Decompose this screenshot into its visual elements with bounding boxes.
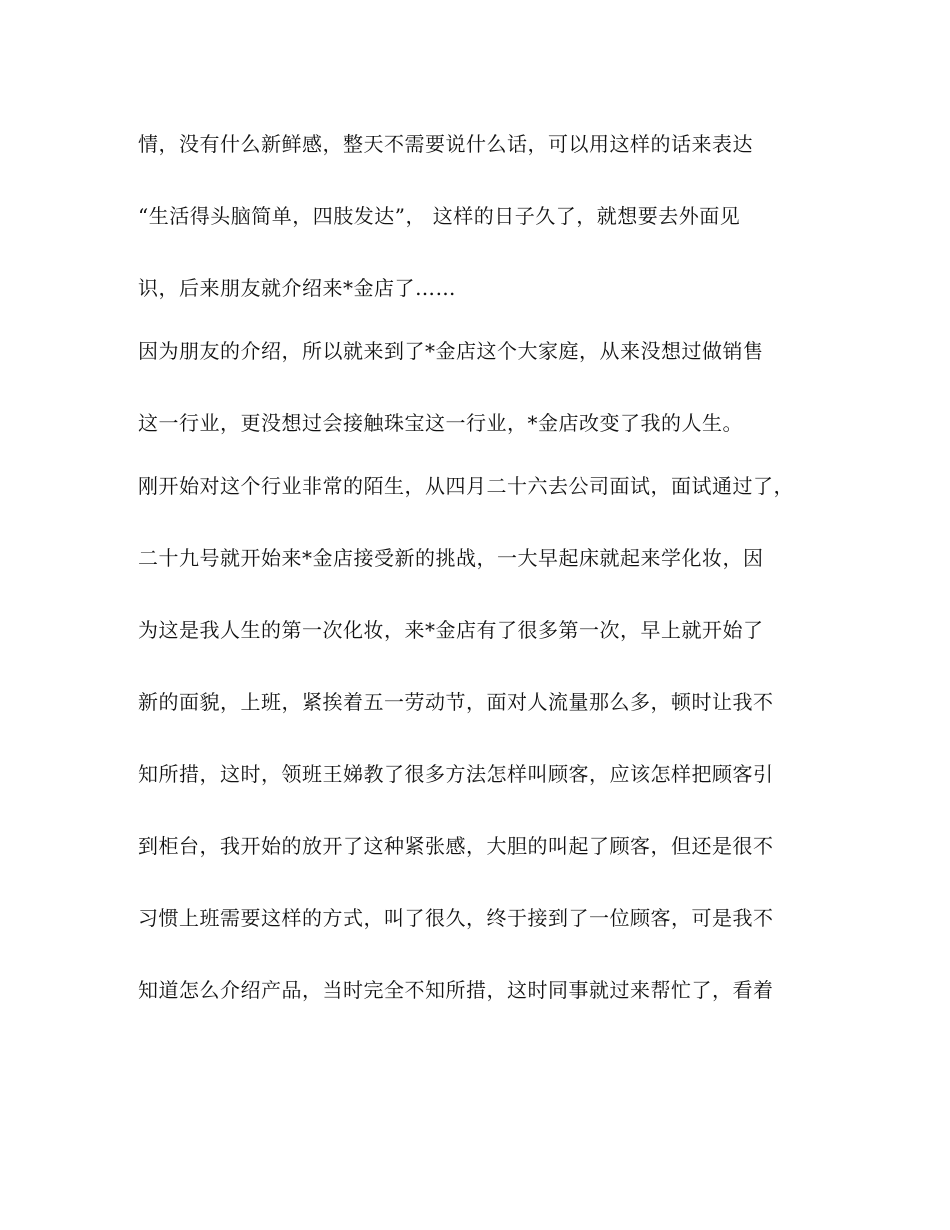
text-line: 知所措，这时，领班王娣教了很多方法怎样叫顾客，应该怎样把顾客引 [138, 762, 774, 786]
text-line: 这一行业，更没想过会接触珠宝这一行业，*金店改变了我的人生。 [138, 411, 743, 435]
text-line: 知道怎么介绍产品，当时完全不知所措，这时同事就过来帮忙了，看着 [138, 978, 774, 1002]
text-line: 新的面貌，上班，紧挨着五一劳动节，面对人流量那么多，顿时让我不 [138, 690, 774, 714]
text-line: “生活得头脑简单，四肢发达”， 这样的日子久了，就想要去外面见 [138, 204, 741, 228]
text-line: 习惯上班需要这样的方式，叫了很久，终于接到了一位顾客，可是我不 [138, 906, 774, 930]
text-line: 情，没有什么新鲜感，整天不需要说什么话，可以用这样的话来表达 [138, 132, 753, 156]
text-line: 识，后来朋友就介绍来*金店了…… [138, 276, 456, 300]
text-line: 刚开始对这个行业非常的陌生，从四月二十六去公司面试，面试通过了， [138, 474, 794, 498]
text-line: 为这是我人生的第一次化妆，来*金店有了很多第一次，早上就开始了 [138, 618, 764, 642]
text-line: 因为朋友的介绍，所以就来到了*金店这个大家庭，从来没想过做销售 [138, 339, 764, 363]
text-line: 到柜台，我开始的放开了这种紧张感，大胆的叫起了顾客，但还是很不 [138, 834, 774, 858]
text-line: 二十九号就开始来*金店接受新的挑战，一大早起床就起来学化妆，因 [138, 546, 764, 570]
